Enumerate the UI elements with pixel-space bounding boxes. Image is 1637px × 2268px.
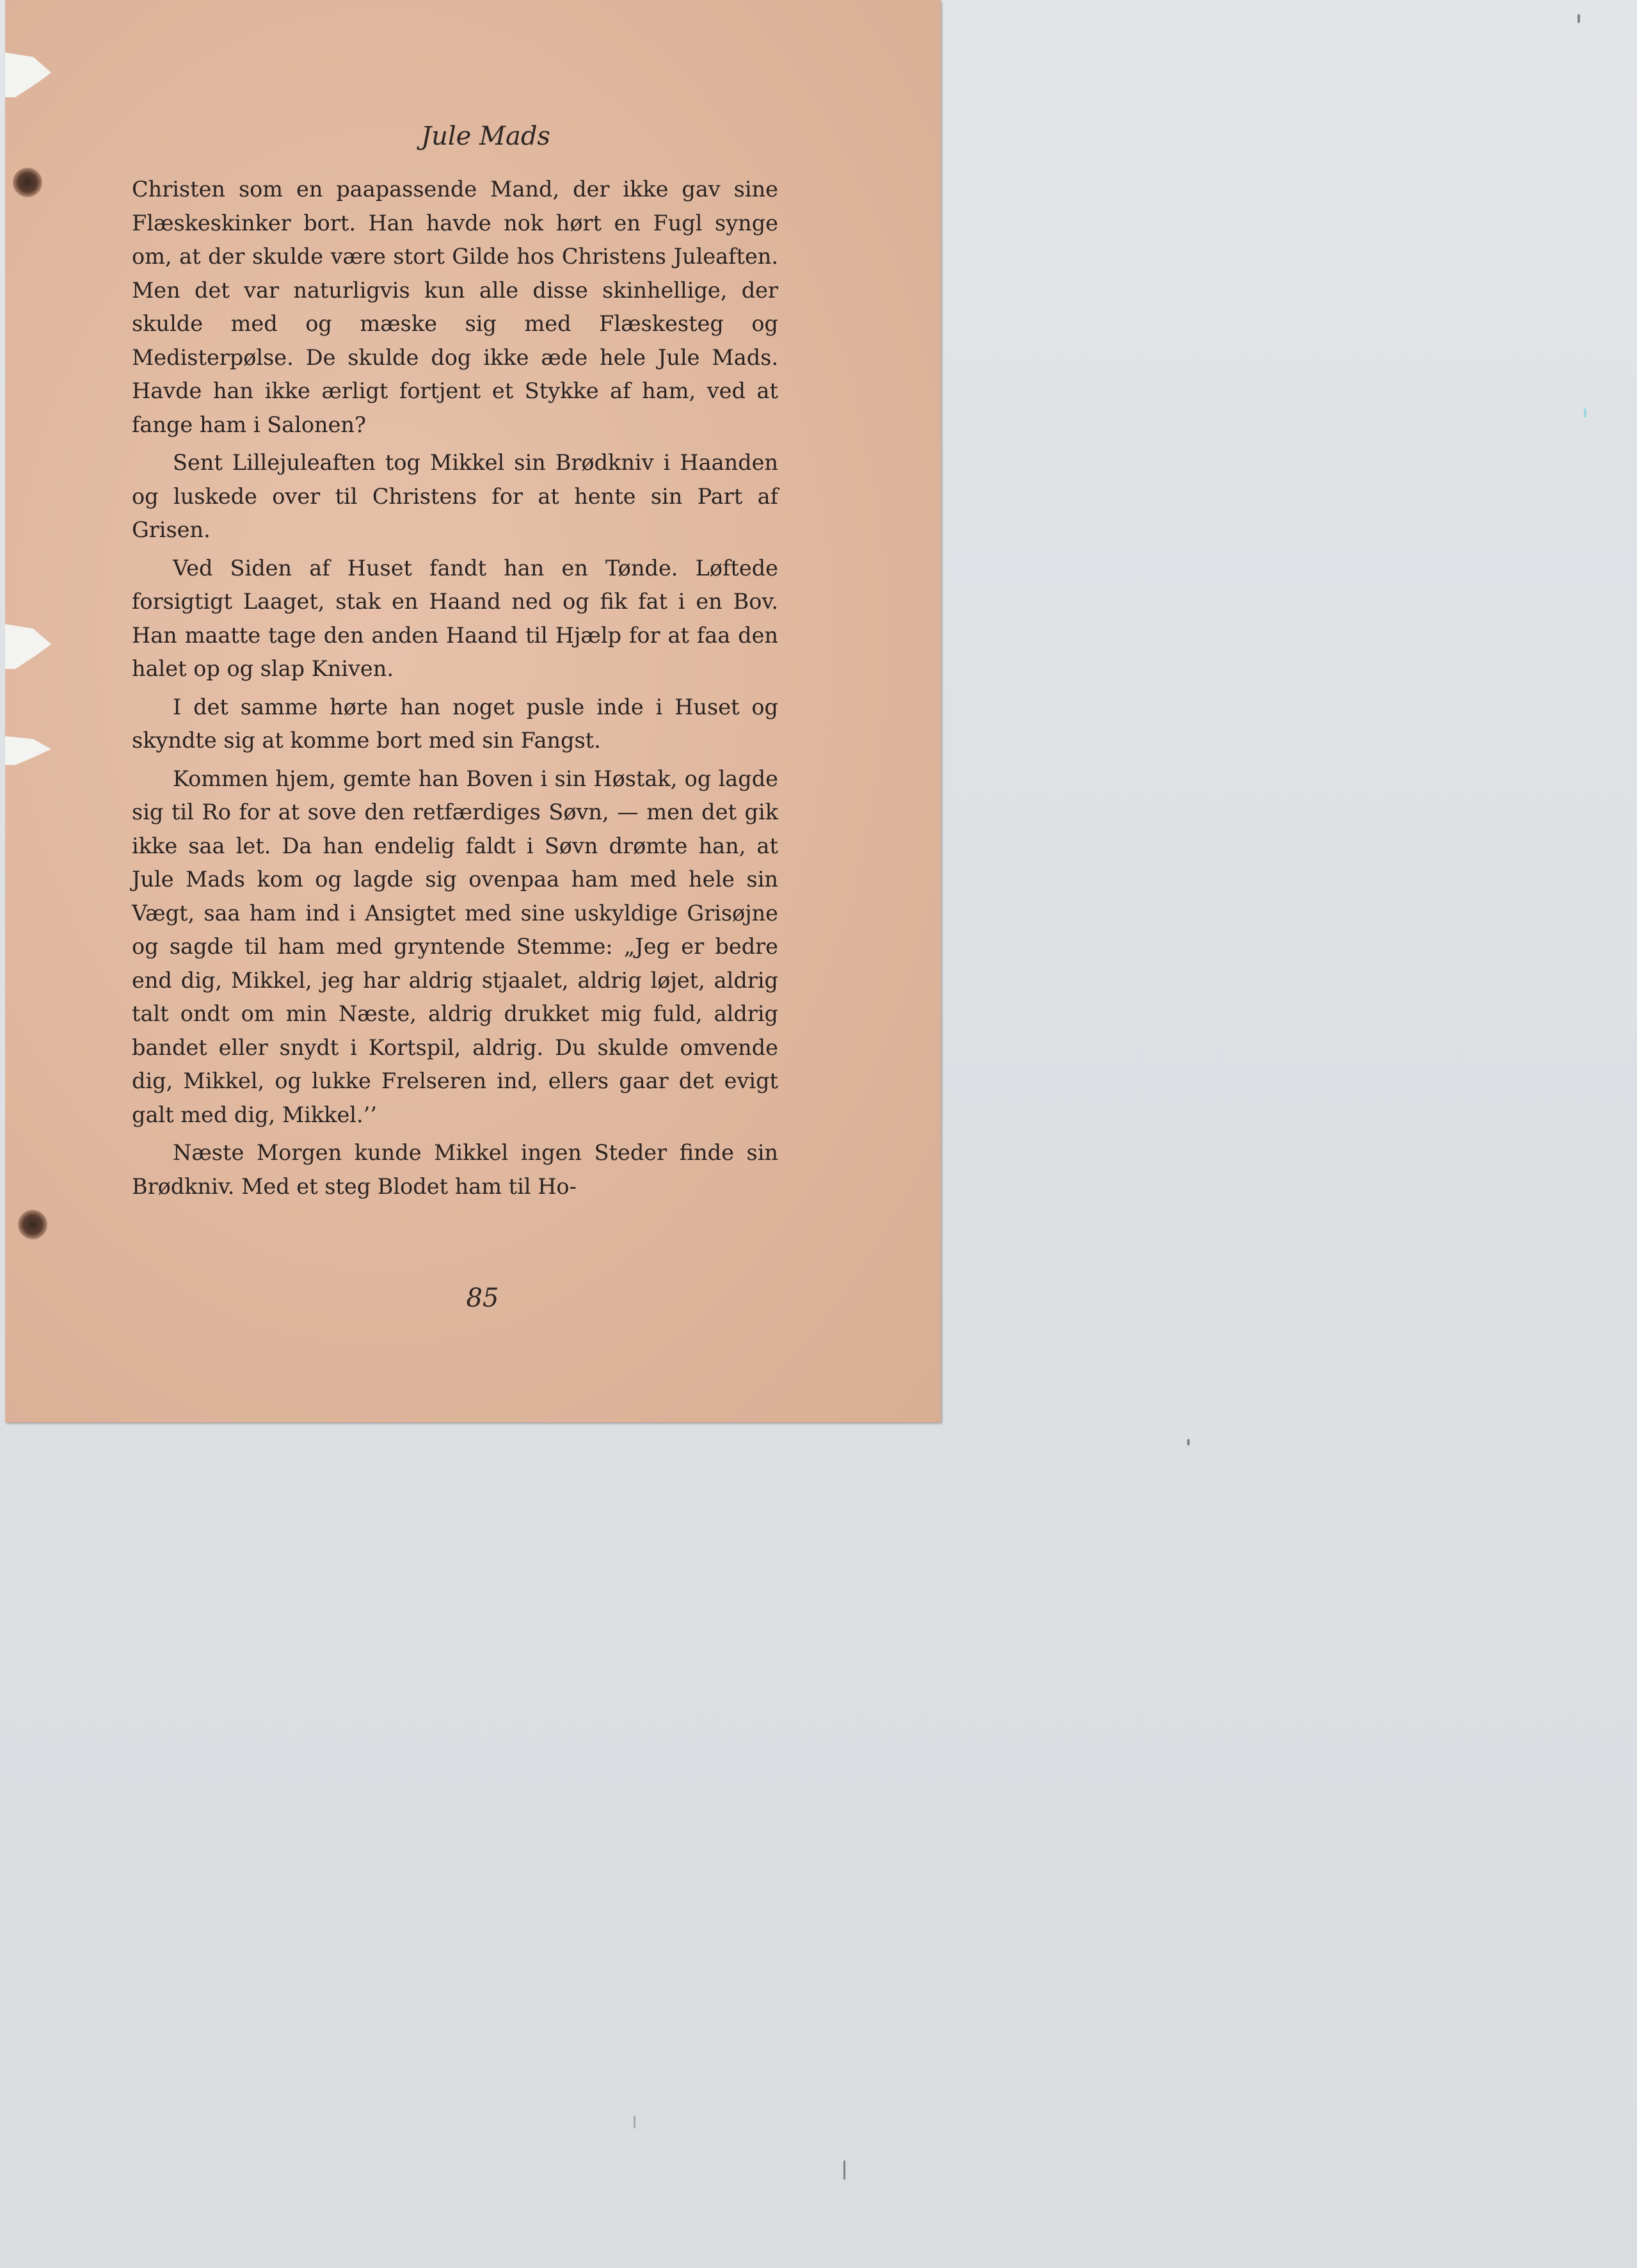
page-tear-mark <box>5 736 56 765</box>
page-number: 85 <box>466 1283 499 1313</box>
paragraph: Ved Siden af Huset fandt han en Tønde. Løftede forsigtigt Laaget, stak en Haand ned og fik fat i en Bov. Han maatte tage den anden Haand til Hjælp for at faa den halet op og slap Kniven. <box>132 555 778 681</box>
paragraph: Sent Lillejuleaften tog Mikkel sin Brødkniv i Haanden og luskede over til Christens for at hente sin Part af Grisen. <box>132 450 778 542</box>
page-tear-mark <box>5 52 56 97</box>
binding-hole <box>18 1210 47 1239</box>
dust-speck <box>1584 408 1586 417</box>
binding-hole <box>13 168 42 197</box>
paragraph: I det samme hørte han noget pusle inde i Huset og skyndte sig at komme bort med sin Fangst. <box>132 694 778 753</box>
book-page <box>5 0 941 1422</box>
dust-speck <box>1577 14 1580 23</box>
paragraph: Kommen hjem, gemte han Boven i sin Høstak, og lagde sig til Ro for at sove den retfærdiges Søvn, — men det gik ikke saa let. Da han endelig faldt i Søvn drømte han, at Jule Mads kom og lagde sig ovenpaa ham med hele sin Vægt, saa ham ind i Ansigtet med sine uskyldige Grisøjne og sagde til ham med gryntende Stemme: „Jeg er bedre end dig, Mikkel, jeg har aldrig stjaalet, aldrig løjet, aldrig talt ondt om min Næste, aldrig drukket mig fuld, aldrig bandet eller snydt i Kortspil, aldrig. Du skulde omvende dig, Mikkel, og lukke Frelseren ind, ellers gaar det evigt galt med dig, Mikkel.’’ <box>132 766 778 1127</box>
page-tear-mark <box>5 624 56 669</box>
dust-speck <box>843 2160 845 2180</box>
paragraph: Christen som en paapassende Mand, der ikke gav sine Flæskeskinker bort. Han havde nok hørt en Fugl synge om, at der skulde være stort Gilde hos Christens Juleaften. Men det var naturligvis kun alle disse skinhellige, der skulde med og mæske sig med Flæskesteg og Medisterpølse. De skulde dog ikke æde hele Jule Mads. Havde han ikke ærligt fortjent et Stykke af ham, ved at fange ham i Salonen? <box>132 177 778 437</box>
running-head: Jule Mads <box>421 122 550 151</box>
dust-speck <box>634 2116 635 2128</box>
dust-speck <box>1187 1439 1190 1445</box>
body-text <box>132 173 778 1208</box>
paragraph: Næste Morgen kunde Mikkel ingen Steder finde sin Brødkniv. Med et steg Blodet ham til Ho- <box>132 1140 778 1199</box>
